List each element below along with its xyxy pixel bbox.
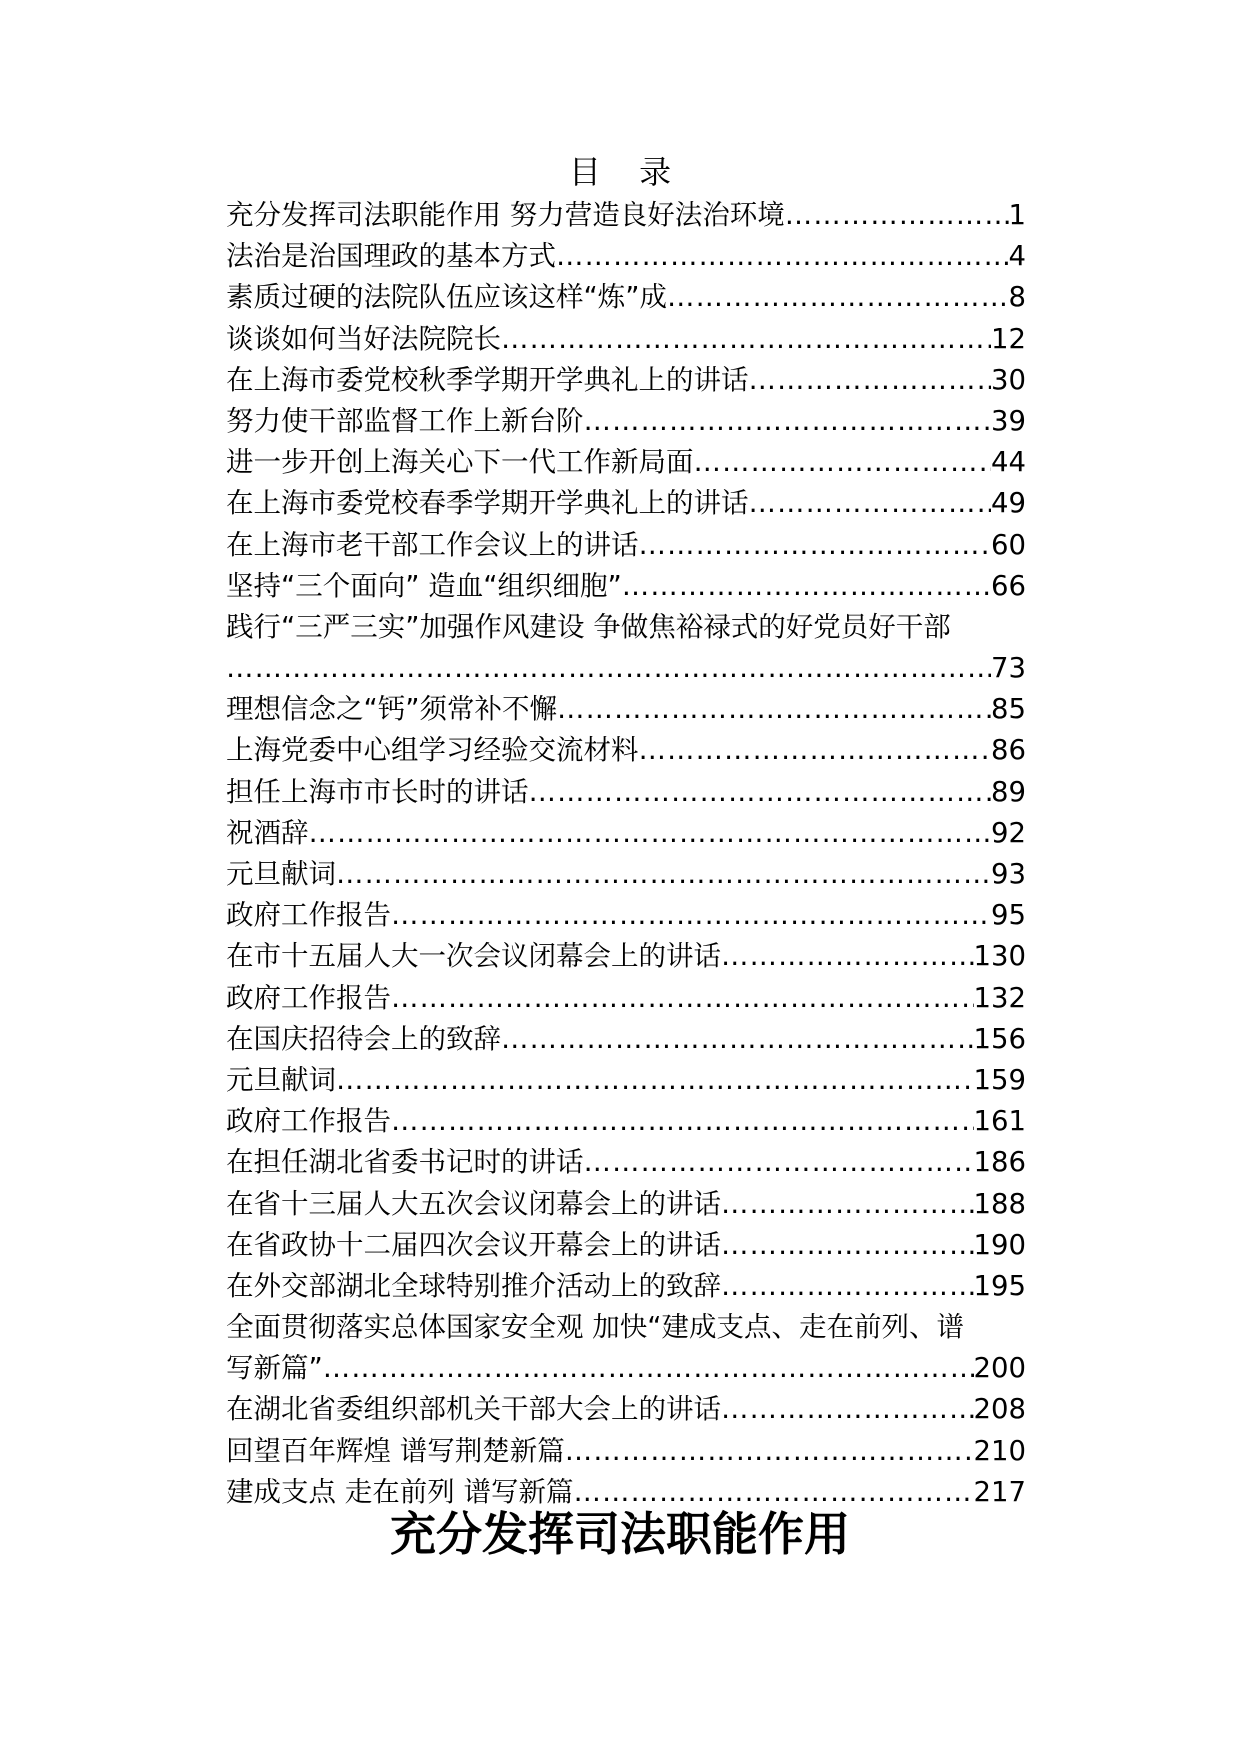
toc-entry-title: 政府工作报告 <box>226 981 391 1014</box>
toc-title: 目 录 <box>568 153 686 191</box>
toc-entry[interactable] <box>226 319 1026 360</box>
toc-entry-page: 8 <box>1008 281 1026 314</box>
toc-entry[interactable] <box>226 483 1026 524</box>
toc-entry[interactable] <box>226 1389 1026 1430</box>
toc-entry-page: 4 <box>1008 240 1026 273</box>
toc-leader-dots <box>721 1225 974 1266</box>
toc-entry-page: 1 <box>1008 199 1026 231</box>
toc-entry-page: 210 <box>973 1434 1026 1467</box>
toc-leader-dots <box>622 566 991 607</box>
toc-entry-page: 188 <box>973 1187 1026 1220</box>
toc-entry[interactable] <box>226 813 1026 854</box>
toc-leader-dots <box>584 1142 974 1183</box>
toc-entry-page: 95 <box>991 899 1026 932</box>
toc-entry[interactable] <box>226 277 1026 318</box>
toc-entry-title: 理想信念之“钙”须常补不懈 <box>226 693 557 726</box>
toc-leader-dots <box>639 525 992 566</box>
toc-entry-page: 208 <box>973 1393 1026 1426</box>
toc-entry-title: 在外交部湖北全球特别推介活动上的致辞 <box>226 1269 721 1302</box>
toc-leader-dots <box>556 236 1009 277</box>
toc-leader-dots <box>639 730 992 771</box>
toc-entry-page: 12 <box>991 322 1026 355</box>
toc-entry-title: 坚持“三个面向” 造血“组织细胞” <box>226 569 622 602</box>
toc-entry-title: 在省政协十二届四次会议开幕会上的讲话 <box>226 1228 721 1261</box>
toc-entry-title: 践行“三严三实”加强作风建设 争做焦裕禄式的好党员好干部 <box>226 610 951 643</box>
toc-entry[interactable] <box>226 525 1026 566</box>
toc-entry[interactable] <box>226 895 1026 936</box>
toc-entry-page: 39 <box>991 404 1026 437</box>
toc-entry-title: 政府工作报告 <box>226 899 391 932</box>
toc-entry[interactable] <box>226 730 1026 771</box>
toc-leader-dots <box>721 1184 974 1225</box>
toc-entry[interactable] <box>226 1431 1026 1472</box>
toc-leader-dots <box>749 483 992 524</box>
toc-entry[interactable] <box>226 1060 1026 1101</box>
toc-entry[interactable] <box>226 1307 1026 1389</box>
toc-entry-page: 130 <box>973 940 1026 973</box>
toc-entry[interactable] <box>226 1184 1026 1225</box>
toc-entry-title: 在湖北省委组织部机关干部大会上的讲话 <box>226 1393 721 1426</box>
toc-leader-dots <box>529 772 992 813</box>
toc-list <box>226 195 1026 1513</box>
toc-leader-dots <box>667 277 1009 318</box>
toc-entry-title: 祝酒辞 <box>226 816 309 849</box>
toc-leader-dots <box>391 978 974 1019</box>
toc-leader-dots <box>226 648 991 689</box>
toc-entry[interactable] <box>226 607 1026 689</box>
toc-entry-title: 在上海市委党校秋季学期开学典礼上的讲话 <box>226 363 749 396</box>
toc-entry-title: 在省十三届人大五次会议闭幕会上的讲话 <box>226 1187 721 1220</box>
toc-entry-title-cont: 写新篇” <box>226 1352 323 1385</box>
toc-entry-page: 85 <box>991 693 1026 726</box>
toc-entry-title: 在担任湖北省委书记时的讲话 <box>226 1146 584 1179</box>
toc-entry-page: 92 <box>991 816 1026 849</box>
toc-entry-title: 担任上海市市长时的讲话 <box>226 775 529 808</box>
toc-entry[interactable] <box>226 689 1026 730</box>
toc-entry-title: 全面贯彻落实总体国家安全观 加快“建成支点、走在前列、谱 <box>226 1311 964 1344</box>
toc-entry-title: 在上海市委党校春季学期开学典礼上的讲话 <box>226 487 749 520</box>
toc-leader-dots <box>557 689 991 730</box>
toc-entry-page: 190 <box>973 1228 1026 1261</box>
toc-entry-title: 努力使干部监督工作上新台阶 <box>226 404 584 437</box>
toc-entry[interactable] <box>226 442 1026 483</box>
toc-leader-dots <box>309 813 992 854</box>
toc-entry[interactable] <box>226 978 1026 1019</box>
toc-entry-page: 60 <box>991 528 1026 561</box>
toc-entry-page: 186 <box>973 1146 1026 1179</box>
toc-entry-title: 谈谈如何当好法院院长 <box>226 322 501 355</box>
toc-entry[interactable] <box>226 1142 1026 1183</box>
toc-leader-dots <box>391 1101 974 1142</box>
toc-entry[interactable] <box>226 236 1026 277</box>
toc-leader-dots <box>501 1019 974 1060</box>
toc-entry[interactable] <box>226 1225 1026 1266</box>
toc-leader-dots <box>721 1266 974 1307</box>
toc-entry-page: 200 <box>973 1352 1026 1385</box>
toc-leader-dots <box>749 360 992 401</box>
toc-entry-title: 在市十五届人大一次会议闭幕会上的讲话 <box>226 940 721 973</box>
section-heading: 充分发挥司法职能作用 <box>390 1507 850 1561</box>
toc-entry-title: 元旦献词 <box>226 1063 336 1096</box>
toc-entry-title: 素质过硬的法院队伍应该这样“炼”成 <box>226 281 667 314</box>
toc-entry-title: 建成支点 走在前列 谱写新篇 <box>226 1475 574 1508</box>
toc-entry[interactable] <box>226 1101 1026 1142</box>
toc-leader-dots <box>584 401 992 442</box>
toc-entry-title: 元旦献词 <box>226 858 336 891</box>
toc-leader-dots <box>391 895 991 936</box>
toc-entry-page: 73 <box>991 652 1026 685</box>
toc-entry-page: 66 <box>991 569 1026 602</box>
toc-entry[interactable] <box>226 401 1026 442</box>
toc-entry-page: 89 <box>991 775 1026 808</box>
toc-leader-dots <box>501 319 991 360</box>
toc-leader-dots <box>785 195 1009 236</box>
toc-leader-dots <box>721 1389 974 1430</box>
toc-entry[interactable] <box>226 360 1026 401</box>
toc-entry-page: 156 <box>973 1022 1026 1055</box>
toc-entry-page: 161 <box>973 1105 1026 1138</box>
toc-entry[interactable] <box>226 1266 1026 1307</box>
toc-entry[interactable] <box>226 195 1026 236</box>
toc-leader-dots <box>323 1348 974 1389</box>
toc-entry[interactable] <box>226 1019 1026 1060</box>
toc-entry[interactable] <box>226 772 1026 813</box>
toc-entry-page: 132 <box>973 981 1026 1014</box>
toc-entry-title: 回望百年辉煌 谱写荆楚新篇 <box>226 1434 565 1467</box>
toc-entry-title: 政府工作报告 <box>226 1105 391 1138</box>
toc-entry-page: 159 <box>973 1063 1026 1096</box>
toc-leader-dots <box>336 1060 974 1101</box>
toc-entry-title: 进一步开创上海关心下一代工作新局面 <box>226 446 694 479</box>
toc-leader-dots <box>336 854 991 895</box>
toc-entry-page: 86 <box>991 734 1026 767</box>
toc-entry-title: 法治是治国理政的基本方式 <box>226 240 556 273</box>
toc-leader-dots <box>565 1431 974 1472</box>
toc-entry-title: 充分发挥司法职能作用 努力营造良好法治环境 <box>226 199 785 231</box>
toc-entry-page: 217 <box>973 1475 1026 1508</box>
toc-leader-dots <box>721 936 974 977</box>
toc-entry[interactable] <box>226 854 1026 895</box>
toc-entry-page: 195 <box>973 1269 1026 1302</box>
toc-entry-page: 30 <box>991 363 1026 396</box>
toc-entry-page: 49 <box>991 487 1026 520</box>
toc-entry-title: 上海党委中心组学习经验交流材料 <box>226 734 639 767</box>
toc-entry[interactable] <box>226 566 1026 607</box>
toc-entry-title: 在上海市老干部工作会议上的讲话 <box>226 528 639 561</box>
toc-entry-title: 在国庆招待会上的致辞 <box>226 1022 501 1055</box>
toc-leader-dots <box>694 442 992 483</box>
toc-entry-page: 93 <box>991 858 1026 891</box>
toc-entry[interactable] <box>226 936 1026 977</box>
toc-entry-page: 44 <box>991 446 1026 479</box>
